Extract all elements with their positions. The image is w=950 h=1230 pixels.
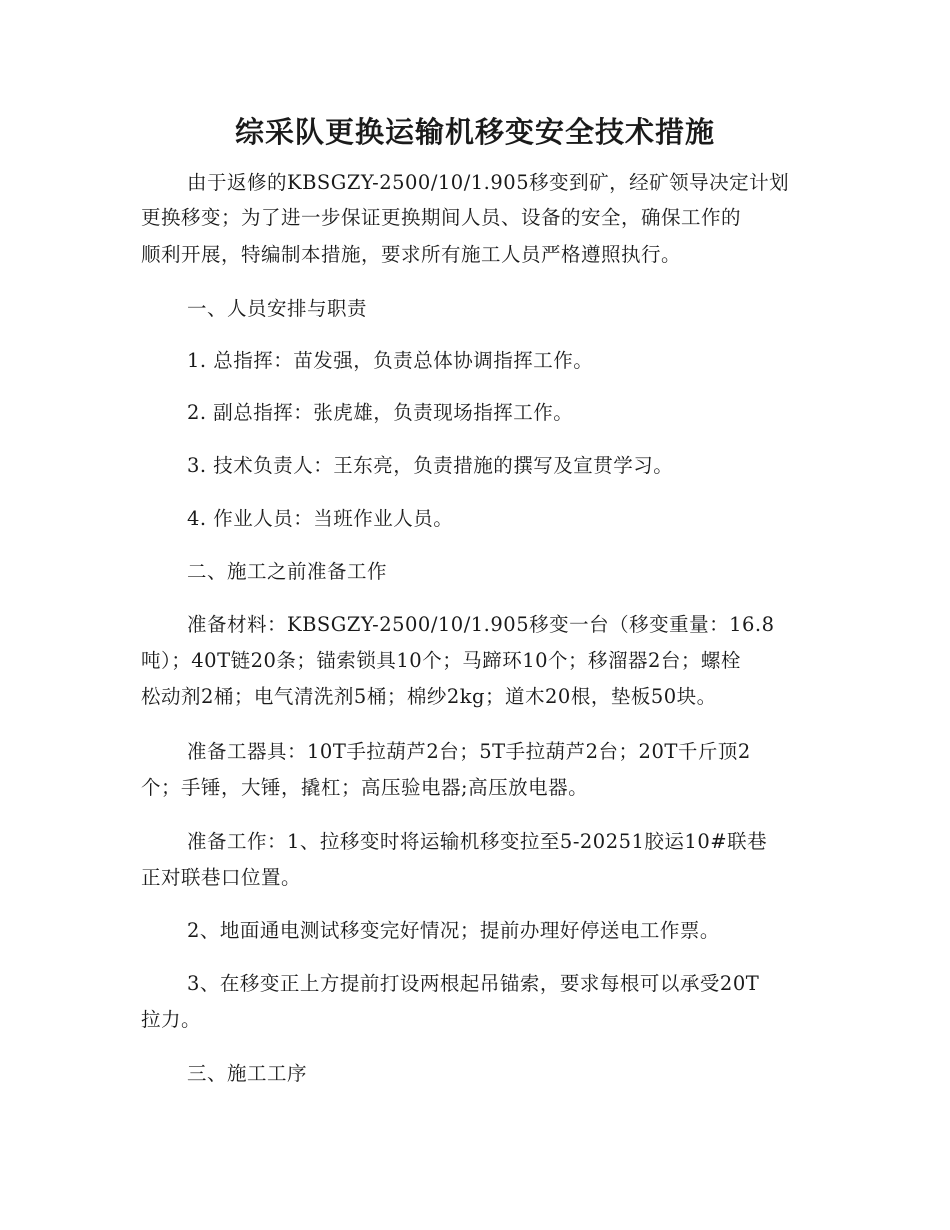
materials-line-1: 准备材料：KBSGZY-2500/10/1.905移变一台（移变重量：16.8 (187, 613, 775, 636)
section-1-item-4: 4. 作业人员：当班作业人员。 (187, 507, 454, 530)
work-step-3-line-1: 3、在移变正上方提前打设两根起吊锚索，要求每根可以承受20T (187, 972, 760, 995)
work-step-3-line-2: 拉力。 (141, 1008, 202, 1031)
section-3-heading: 三、施工工序 (187, 1062, 308, 1085)
intro-line-3: 顺利开展，特编制本措施，要求所有施工人员严格遵照执行。 (141, 243, 682, 266)
section-1-item-2: 2. 副总指挥：张虎雄，负责现场指挥工作。 (187, 401, 574, 424)
materials-line-3: 松动剂2桶；电气清洗剂5桶；棉纱2kg；道木20根，垫板50块。 (141, 685, 717, 708)
work-line-2: 正对联巷口位置。 (141, 866, 302, 889)
section-2-heading: 二、施工之前准备工作 (187, 560, 388, 583)
materials-line-2: 吨）；40T链20条；锚索锁具10个；马蹄环10个；移溜器2台；螺栓 (141, 649, 741, 672)
section-1-heading: 一、人员安排与职责 (187, 297, 368, 320)
tools-line-2: 个；手锤，大锤，撬杠；高压验电器;高压放电器。 (141, 776, 589, 799)
intro-line-1: 由于返修的KBSGZY-2500/10/1.905移变到矿，经矿领导决定计划 (187, 171, 790, 194)
work-line-1: 准备工作：1、拉移变时将运输机移变拉至5-20251胶运10#联巷 (187, 830, 768, 853)
work-step-2: 2、地面通电测试移变完好情况；提前办理好停送电工作票。 (187, 919, 720, 942)
tools-line-1: 准备工器具：10T手拉葫芦2台；5T手拉葫芦2台；20T千斤顶2 (187, 740, 751, 763)
intro-line-2: 更换移变；为了进一步保证更换期间人员、设备的安全，确保工作的 (141, 206, 742, 229)
section-1-item-3: 3. 技术负责人：王东亮，负责措施的撰写及宣贯学习。 (187, 454, 674, 477)
document-title: 综采队更换运输机移变安全技术措施 (234, 115, 715, 149)
section-1-item-1: 1. 总指挥：苗发强，负责总体协调指挥工作。 (187, 349, 594, 372)
